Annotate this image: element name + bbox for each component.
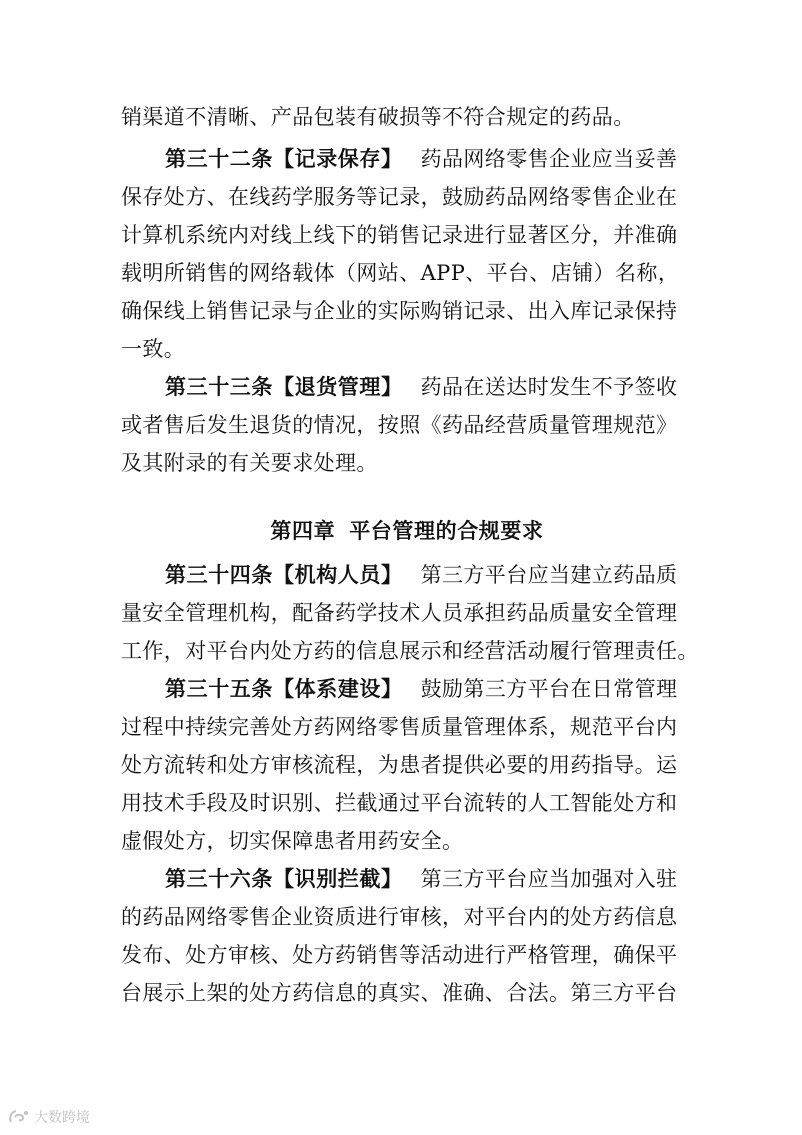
article-36-text-start: 第三方平台应当加强对入驻 — [420, 867, 678, 891]
article-32-line: 确保线上销售记录与企业的实际购销记录、出入库记录保持 — [121, 299, 678, 323]
article-35-line: 用技术手段及时识别、拦截通过平台流转的人工智能处方和 — [121, 791, 678, 815]
watermark — [8, 1107, 90, 1127]
article-36-heading: 第三十六条【识别拦截】 — [165, 867, 403, 891]
article-35-line: 过程中持续完善处方药网络零售质量管理体系，规范平台内 — [121, 715, 678, 739]
article-34-line: 量安全管理机构，配备药学技术人员承担药品质量安全管理 — [121, 601, 678, 625]
article-34-first-line — [165, 556, 677, 594]
article-32-first-line — [165, 140, 677, 178]
article-32-heading: 第三十二条【记录保存】 — [165, 147, 403, 171]
article-33-text-start: 药品在送达时发生不予签收 — [420, 375, 678, 399]
article-32-text-start: 药品网络零售企业应当妥善 — [420, 147, 678, 171]
article-32-line: 计算机系统内对线上线下的销售记录进行显著区分，并准确 — [121, 223, 678, 247]
article-34-heading: 第三十四条【机构人员】 — [165, 563, 403, 587]
chapter-number: 第四章 — [270, 518, 336, 543]
article-34-line: 工作，对平台内处方药的信息展示和经营活动履行管理责任。 — [121, 639, 699, 663]
article-32-line: 保存处方、在线药学服务等记录，鼓励药品网络零售企业在 — [121, 185, 678, 209]
article-36-line: 的药品网络零售企业资质进行审核，对平台内的处方药信息 — [121, 905, 678, 929]
intro-line: 销渠道不清晰、产品包装有破损等不符合规定的药品。 — [121, 105, 635, 129]
article-36-line: 发布、处方审核、处方药销售等活动进行严格管理，确保平 — [121, 943, 678, 967]
article-36-first-line — [165, 860, 677, 898]
article-33-first-line — [165, 368, 677, 406]
article-35-text-start: 鼓励第三方平台在日常管理 — [420, 677, 678, 701]
article-33-line: 及其附录的有关要求处理。 — [121, 451, 378, 475]
article-32-line: 载明所销售的网络载体（网站、APP、平台、店铺）名称， — [121, 261, 680, 285]
article-36-line: 台展示上架的处方药信息的真实、准确、合法。第三方平台 — [121, 981, 678, 1005]
article-35-line: 虚假处方，切实保障患者用药安全。 — [121, 829, 464, 853]
article-33-line: 或者售后发生退货的情况，按照《药品经营质量管理规范》 — [121, 413, 678, 437]
watermark-text: 大数跨境 — [34, 1110, 90, 1126]
article-32-line: 一致。 — [121, 337, 186, 361]
article-35-first-line — [165, 670, 677, 708]
article-35-heading: 第三十五条【体系建设】 — [165, 677, 403, 701]
chapter-heading — [121, 512, 693, 550]
article-35-line: 处方流转和处方审核流程，为患者提供必要的用药指导。运 — [121, 753, 678, 777]
article-33-heading: 第三十三条【退货管理】 — [165, 375, 403, 399]
brand-logo-icon — [8, 1108, 30, 1126]
article-34-text-start: 第三方平台应当建立药品质 — [420, 563, 678, 587]
chapter-title: 平台管理的合规要求 — [349, 518, 544, 543]
